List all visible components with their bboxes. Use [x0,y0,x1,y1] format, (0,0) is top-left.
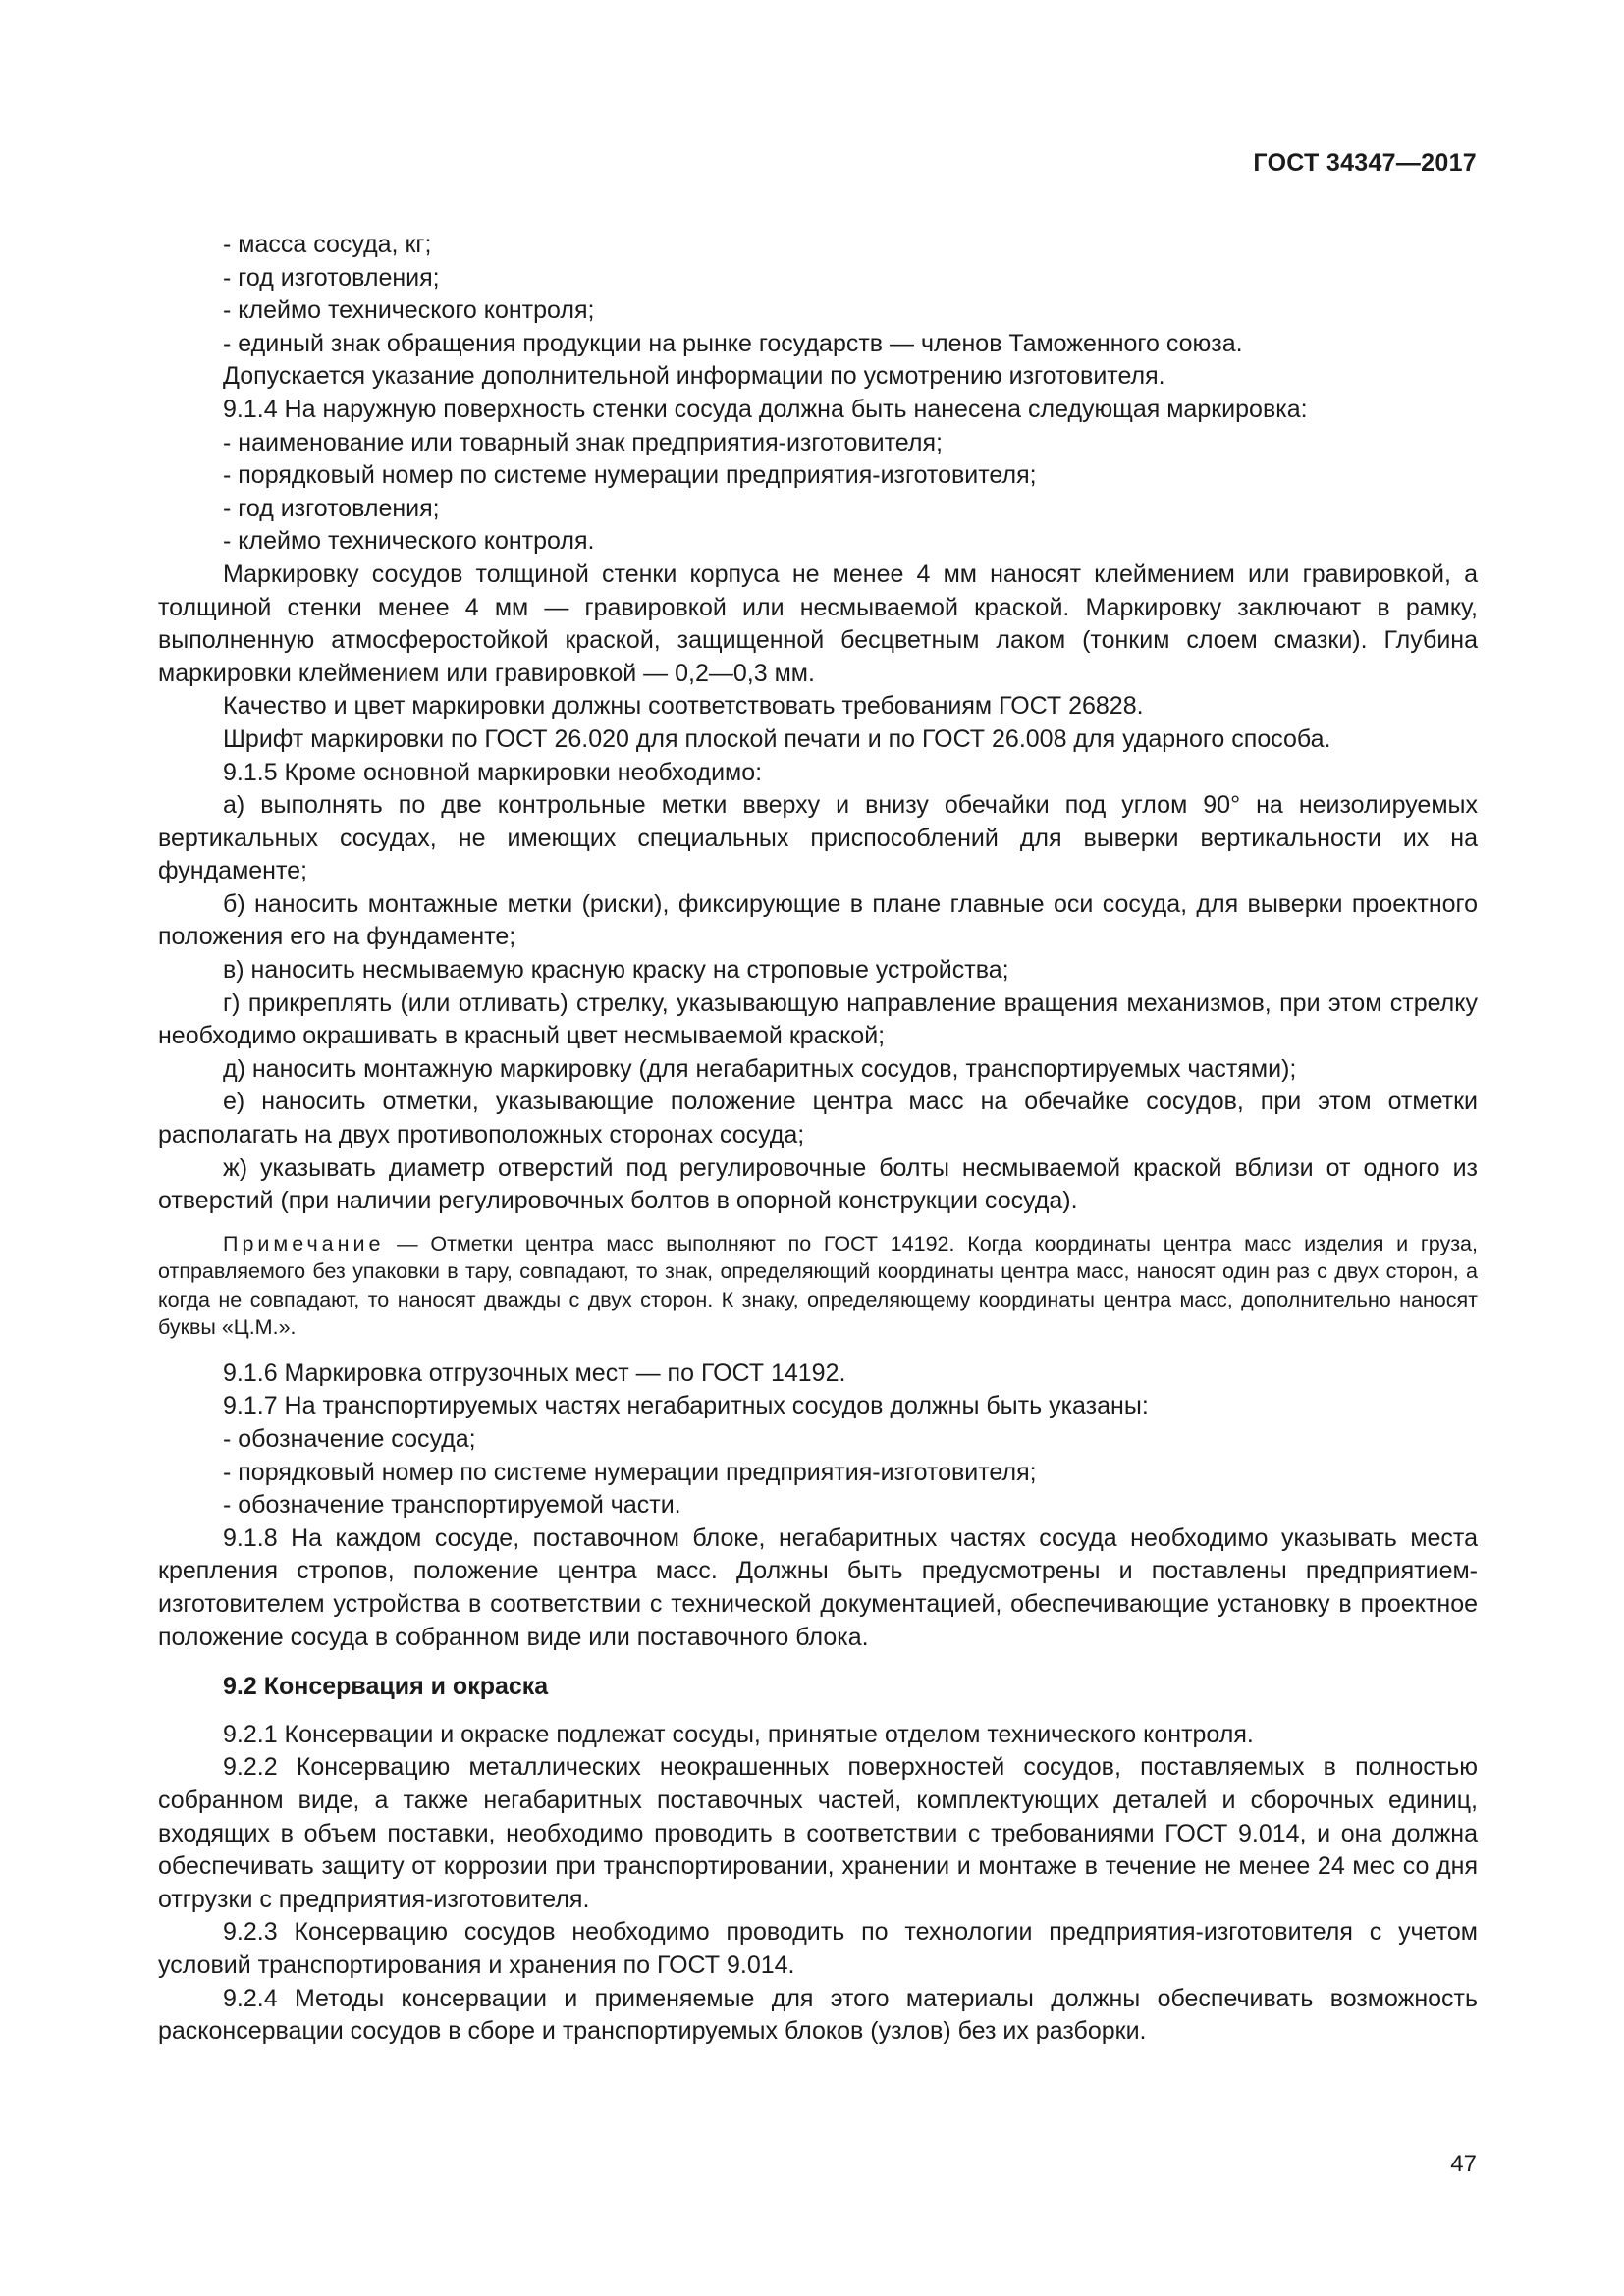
list-item: - обозначение транспортируемой части. [223,1491,681,1520]
paragraph: Допускается указание дополнительной информации по усмотрению изготовителя. [223,362,1165,391]
paragraph-9-2-4: 9.2.4 Методы консервации и применяемые для этого материалы должны обеспечивать возможность расконсервации сосудов в сборе и транспортируемых блоков (узлов) без их разборки. [158,1984,1478,2046]
paragraph-marking: Маркировку сосудов толщиной стенки корпуса не менее 4 мм наносят клеймением или гравировкой, а толщиной стенки менее 4 мм — гравировкой или несмываемой краской. Маркировку заключают в рамку, выполненную атмосферостойкой краской, защищенной бесцветным лаком (тонким слоем смазки). Глубина маркировки клеймением или гравировкой — 0,2—0,3 мм. [158,560,1478,687]
paragraph-9-2-3: 9.2.3 Консервацию сосудов необходимо проводить по технологии предприятия-изготовителя с учетом условий транспортирования и хранения по ГОСТ 9.014. [158,1918,1478,1979]
note [158,1230,1478,1342]
note-text: — Отметки центра масс выполняют по ГОСТ 14192. Когда координаты центра масс изделия и груза, отправляемого без упаковки в тару, совпадают, то знак, определяющий координаты центра масс, наносят один раз с двух сторон, а когда не совпадают, то наносят дважды с двух сторон. К знаку, определяющему координаты центра масс, дополнительно наносят буквы «Ц.М.». [158,1231,1478,1340]
list-item: - порядковый номер по системе нумерации предприятия-изготовителя; [223,461,1037,490]
paragraph-9-1-5: 9.1.5 Кроме основной маркировки необходимо: [223,758,763,786]
note-label: Примечание [223,1231,385,1255]
list-item: в) наносить несмываемую красную краску на строповые устройства; [223,956,1009,985]
paragraph: 9.1.6 Маркировка отгрузочных мест — по ГОСТ 14192. [223,1359,846,1387]
list-item: е) наносить отметки, указывающие положение центра масс на обечайке сосудов, при этом отметки располагать на двух противоположных сторонах сосуда; [158,1088,1478,1149]
list-item: б) наносить монтажные метки (риски), фиксирующие в плане главные оси сосуда, для выверки проектного положения его на фундаменте; [158,889,1478,951]
paragraph-9-2-1: 9.2.1 Консервации и окраске подлежат сосуды, принятые отделом технического контроля. [223,1720,1254,1748]
section-heading: 9.2 Консервация и окраска [223,1673,549,1701]
list-item: - единый знак обращения продукции на рынке государств — членов Таможенного союза. [223,329,1243,357]
paragraph-quality: Качество и цвет маркировки должны соответствовать требованиям ГОСТ 26828. [223,692,1144,721]
paragraph-9-2-2: 9.2.2 Консервацию металлических неокрашенных поверхностей сосудов, поставляемых в полностью собранном виде, а также негабаритных поставочных частей, комплектующих деталей и сборочных единиц, входящих в объем поставки, необходимо проводить в соответствии с требованиями ГОСТ 9.014, и она должна обеспечивать защиту от коррозии при транспортировании, хранении и монтаже в течение не менее 24 мес со дня отгрузки с предприятия-изготовителя. [158,1753,1478,1913]
document-id: ГОСТ 34347—2017 [1253,149,1477,177]
list-item: - клеймо технического контроля. [223,527,595,556]
list-item: - наименование или товарный знак предприятия-изготовителя; [223,428,943,456]
list-item: а) выполнять по две контрольные метки вверху и внизу обечайки под углом 90° на неизолируемых вертикальных сосудах, не имеющих специальных приспособлений для выверки вертикальности их на фундаменте; [158,791,1478,885]
paragraph: 9.1.4 На наружную поверхность стенки сосуда должна быть нанесена следующая маркировка: [223,395,1308,423]
page-number: 47 [1450,2151,1477,2177]
list-item: ж) указывать диаметр отверстий под регулировочные болты несмываемой краской вблизи от одного из отверстий (при наличии регулировочных болтов в опорной конструкции сосуда). [158,1153,1478,1215]
list-item: - год изготовления; [223,494,440,522]
list-item: - масса сосуда, кг; [223,231,432,258]
list-item: - клеймо технического контроля; [223,296,595,325]
document-body [158,229,1478,2049]
paragraph-font: Шрифт маркировки по ГОСТ 26.020 для плоской печати и по ГОСТ 26.008 для ударного способа. [223,724,1331,753]
list-item: д) наносить монтажную маркировку (для негабаритных сосудов, транспортируемых частями); [223,1054,1297,1083]
list-item: - обозначение сосуда; [223,1425,476,1453]
paragraph: 9.1.7 На транспортируемых частях негабаритных сосудов должны быть указаны: [223,1392,1149,1420]
list-item: г) прикреплять (или отливать) стрелку, указывающую направление вращения механизмов, при этом стрелку необходимо окрашивать в красный цвет несмываемой краской; [158,988,1478,1050]
list-item: - год изготовления; [223,263,440,292]
list-item: - порядковый номер по системе нумерации предприятия-изготовителя; [223,1458,1037,1486]
paragraph-9-1-8: 9.1.8 На каждом сосуде, поставочном блоке, негабаритных частях сосуда необходимо указывать места крепления стропов, положение центра масс. Должны быть предусмотрены и поставлены предприятием-изготовителем устройства в соответствии с технической документацией, обеспечивающие установку в проектное положение сосуда в собранном виде или поставочного блока. [158,1523,1478,1651]
